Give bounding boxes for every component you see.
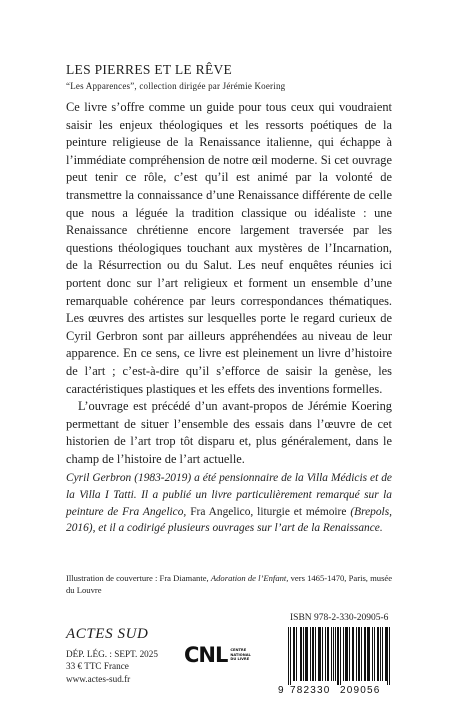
barcode-bar [347,627,348,681]
cnl-label-line-2: NATIONAL [230,652,251,657]
barcode-bar [319,627,320,681]
barcode-bar [356,627,357,681]
barcode-bar [307,627,308,681]
cnl-label [230,648,250,662]
barcode-bar [382,627,383,681]
barcode-digits-right: 209056 [340,685,381,695]
barcode-bar [327,627,328,681]
barcode-bar [290,627,291,685]
barcode-bar [343,627,344,681]
barcode-bar [328,627,329,681]
barcode-bar [288,627,289,685]
barcode-digit-first: 9 [278,685,284,695]
collection-subtitle: “Les Apparences”, collection dirigée par Jérémie Koering [66,81,286,91]
barcode-bar [359,627,360,681]
publisher-info [66,648,158,685]
publisher-name: ACTES SUD [66,626,149,642]
book-title: LES PIERRES ET LE RÊVE [66,62,233,77]
barcode-bar [303,627,304,681]
barcode-bar [374,627,375,681]
barcode-bar [380,627,381,681]
barcode-bar [325,627,326,681]
credit-prefix: Illustration de couverture : Fra Diamante, [66,573,209,583]
barcode-bar [300,627,301,681]
credit-work: Adoration de l’Enfant, [210,573,289,583]
barcode-bar [352,627,353,681]
barcode-bar [338,627,339,685]
barcode-bar [335,627,336,681]
barcode-icon [278,625,394,695]
isbn: ISBN 978-2-330-20905-6 [290,613,389,623]
barcode-bar [365,627,366,681]
barcode-bar [349,627,350,681]
barcode-bar [386,627,387,681]
blurb [66,99,392,468]
barcode-bar [322,627,323,681]
barcode-bar [331,627,332,681]
bio-text-2: (Brepols, 2016), et il a codirigé plusieurs ouvrages sur l’art de la Renaissance. [66,505,392,535]
barcode-bar [364,627,365,681]
blurb-paragraph-2: L’ouvrage est précédé d’un avant-propos de Jérémie Koering permettant de situer l’ensemble des essais dans l’œuvre de cet historien de l’art trop tôt disparu et, plus généralement, dans le champ de l’histoire de l’art actuelle. [66,399,392,466]
barcode-bar [361,627,362,681]
price: 33 € TTC France [66,661,129,672]
barcode-bar [385,627,386,681]
blurb-paragraph-1: Ce livre s’offre comme un guide pour tous ceux qui voudraient saisir les enjeux théologiques et les ressorts poétiques de la peinture religieuse de la Renaissance italienne, qui échappe à l’immédiate compréhension de notre œil moderne. Si cet ouvrage peut tenir ce rôle, c’est qu’il est animé par la volonté de transmettre la connaissance d’une Renaissance différente de celle que nous a léguée la tradition classique ou idéaliste : une Renaissance chrétienne encore largement traversée par les questions théologiques touchant aux mystères de l’Incarnation, de la Résurrection ou du Salut. Les neuf enquêtes réunies ici portent donc sur l’art religieux et forment un ensemble d’une remarquable cohérence par leurs correspondances thématiques. Les œuvres des artistes sur lesquelles porte le regard curieux de Cyril Gerbron sont par ailleurs appréhendées au niveau de leur apparence. En ce sens, ce livre est pleinement un livre d’histoire de l’art ; c’est-à-dire qu’il s’efforce de saisir la genèse, les caractéristiques plastiques et les effets des inventions formelles. [66,100,392,396]
barcode-bar [294,627,295,681]
barcode-bars [288,627,390,685]
barcode-bar [312,627,313,681]
barcode-bar [301,627,302,681]
credit-suffix: vers 1465-1470, Paris, musée du Louvre [66,573,393,596]
barcode-bar [369,627,370,681]
barcode-bar [358,627,359,681]
barcode-bar [368,627,369,681]
barcode-bar [387,627,388,685]
barcode-bar [367,627,368,681]
barcode-bar [353,627,354,681]
barcode-bar [333,627,334,681]
barcode-bar [372,627,373,681]
barcode-bar [315,627,316,681]
barcode-digits-left: 782330 [290,685,331,695]
barcode-bar [346,627,347,681]
barcode-bar [310,627,311,681]
cover-credit [66,572,394,597]
cnl-mark: CNL [184,643,228,667]
barcode-bar [318,627,319,681]
barcode-bar [313,627,314,681]
cnl-label-line-1: CENTRE [230,648,247,653]
cnl-label-line-3: DU LIVRE [230,657,250,662]
barcode-bar [345,627,346,681]
bio-text-1: Cyril Gerbron (1983-2019) a été pensionnaire de la Villa Médicis et de la Villa I Tatti. Il a publié un livre particulièrement remarqué sur la peinture de Fra Angelico, [66,472,392,518]
barcode-bar [296,627,297,681]
cnl-logo-icon [184,643,251,667]
barcode-bar [389,627,390,685]
barcode-bar [306,627,307,681]
legal-deposit: DÉP. LÉG. : SEPT. 2025 [66,649,158,659]
barcode-bar [340,627,341,685]
website: www.actes-sud.fr [66,673,131,684]
bio-book-title: Fra Angelico, liturgie et mémoire [190,505,347,518]
author-bio [66,470,392,537]
barcode-bar [378,627,379,681]
barcode-bar [337,627,338,685]
barcode-bar [293,627,294,681]
barcode-bar [320,627,321,681]
barcode-bar [377,627,378,681]
barcode-bar [305,627,306,681]
